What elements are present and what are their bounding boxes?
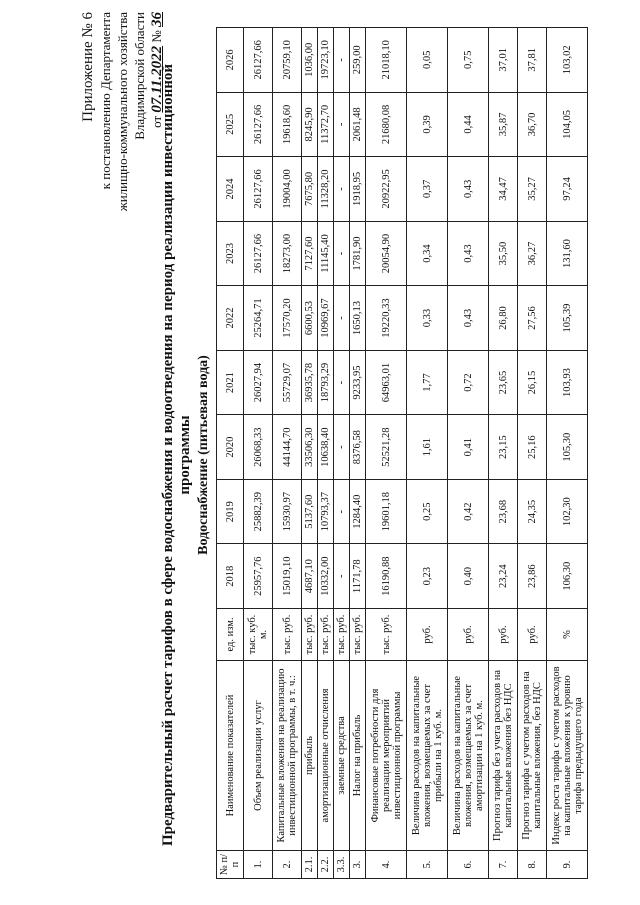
value-cell: 26,15: [518, 350, 547, 415]
table-row: [547, 28, 588, 879]
unit-cell: руб.: [489, 609, 518, 661]
table-row: [518, 28, 547, 879]
column-header: 2020: [217, 415, 244, 480]
value-cell: 0,33: [407, 286, 448, 351]
value-cell: 11328,20: [318, 157, 334, 222]
number-prefix: №: [149, 30, 164, 43]
value-cell: 35,87: [489, 92, 518, 157]
value-cell: -: [334, 28, 350, 93]
table-row: [407, 28, 448, 879]
value-cell: 1918,95: [350, 157, 366, 222]
value-cell: 26127,66: [244, 221, 273, 286]
table-header-row: [217, 28, 244, 879]
value-cell: 15019,10: [273, 544, 302, 609]
value-cell: 37,81: [518, 28, 547, 93]
row-number: 2.1.: [302, 851, 318, 879]
value-cell: 36,27: [518, 221, 547, 286]
indicator-name: амортизационные отчисления: [318, 661, 334, 851]
value-cell: 19004,00: [273, 157, 302, 222]
value-cell: 0,72: [448, 350, 489, 415]
value-cell: 102,30: [547, 479, 588, 544]
table-row: [489, 28, 518, 879]
value-cell: -: [334, 415, 350, 480]
value-cell: 1781,90: [350, 221, 366, 286]
value-cell: 26127,66: [244, 92, 273, 157]
indicator-name: Прогноз тарифа с учетом расходов на капитальные вложения, без НДС: [518, 661, 547, 851]
value-cell: 8376,58: [350, 415, 366, 480]
row-number: 2.: [273, 851, 302, 879]
unit-cell: тыс. куб. м.: [244, 609, 273, 661]
value-cell: 26,80: [489, 286, 518, 351]
row-number: 2.2.: [318, 851, 334, 879]
table-row: [302, 28, 318, 879]
value-cell: 1036,00: [302, 28, 318, 93]
value-cell: 0,37: [407, 157, 448, 222]
value-cell: 25264,71: [244, 286, 273, 351]
value-cell: 35,27: [518, 157, 547, 222]
value-cell: 44144,70: [273, 415, 302, 480]
value-cell: 20759,10: [273, 28, 302, 93]
table-row: [350, 28, 366, 879]
value-cell: 8245,90: [302, 92, 318, 157]
value-cell: 36935,78: [302, 350, 318, 415]
value-cell: 20054,90: [366, 221, 407, 286]
unit-cell: %: [547, 609, 588, 661]
table-body: [244, 28, 588, 879]
value-cell: -: [334, 221, 350, 286]
value-cell: 15930,97: [273, 479, 302, 544]
appendix-block: [80, 12, 166, 211]
value-cell: 10969,67: [318, 286, 334, 351]
column-header: ед. изм.: [217, 609, 244, 661]
column-header: 2024: [217, 157, 244, 222]
unit-cell: тыс. руб.: [350, 609, 366, 661]
value-cell: 1650,13: [350, 286, 366, 351]
row-number: 7.: [489, 851, 518, 879]
value-cell: 35,50: [489, 221, 518, 286]
unit-cell: руб.: [448, 609, 489, 661]
value-cell: 0,43: [448, 286, 489, 351]
unit-cell: тыс. руб.: [318, 609, 334, 661]
value-cell: -: [334, 157, 350, 222]
appendix-number: Приложение № 6: [80, 12, 96, 122]
value-cell: 259,00: [350, 28, 366, 93]
indicator-name: Финансовые потребности для реализации мероприятий инвестиционной программы: [366, 661, 407, 851]
value-cell: 33506,30: [302, 415, 318, 480]
unit-cell: руб.: [407, 609, 448, 661]
appendix-line2: жилищно-коммунального хозяйства: [115, 12, 130, 212]
indicator-name: Объем реализации услуг: [244, 661, 273, 851]
unit-cell: тыс. руб.: [366, 609, 407, 661]
value-cell: 10793,37: [318, 479, 334, 544]
table-row: [318, 28, 334, 879]
table-row: [448, 28, 489, 879]
unit-cell: тыс. руб.: [334, 609, 350, 661]
value-cell: 20922,95: [366, 157, 407, 222]
value-cell: 6600,53: [302, 286, 318, 351]
row-number: 8.: [518, 851, 547, 879]
value-cell: 0,41: [448, 415, 489, 480]
value-cell: 23,86: [518, 544, 547, 609]
indicator-name: Налог на прибыль: [350, 661, 366, 851]
value-cell: 36,70: [518, 92, 547, 157]
value-cell: -: [334, 286, 350, 351]
value-cell: 105,39: [547, 286, 588, 351]
column-header: 2022: [217, 286, 244, 351]
value-cell: 0,43: [448, 157, 489, 222]
value-cell: 26127,66: [244, 28, 273, 93]
column-header: № п/п: [217, 851, 244, 879]
table-row: [334, 28, 350, 879]
value-cell: -: [334, 92, 350, 157]
row-number: 4.: [366, 851, 407, 879]
value-cell: 5137,60: [302, 479, 318, 544]
value-cell: 16190,88: [366, 544, 407, 609]
value-cell: 0,23: [407, 544, 448, 609]
value-cell: 0,42: [448, 479, 489, 544]
row-number: 9.: [547, 851, 588, 879]
value-cell: 55729,07: [273, 350, 302, 415]
tariff-table: [216, 27, 588, 879]
value-cell: -: [334, 544, 350, 609]
value-cell: 24,35: [518, 479, 547, 544]
value-cell: 0,40: [448, 544, 489, 609]
value-cell: 10638,40: [318, 415, 334, 480]
row-number: 3.3.: [334, 851, 350, 879]
indicator-name: прибыль: [302, 661, 318, 851]
unit-cell: тыс. руб.: [273, 609, 302, 661]
value-cell: 0,75: [448, 28, 489, 93]
value-cell: 2061,48: [350, 92, 366, 157]
value-cell: 11372,70: [318, 92, 334, 157]
value-cell: 37,01: [489, 28, 518, 93]
value-cell: 4687,10: [302, 544, 318, 609]
value-cell: 19723,10: [318, 28, 334, 93]
row-number: 6.: [448, 851, 489, 879]
value-cell: 131,60: [547, 221, 588, 286]
appendix-line1: к постановлению Департамента: [98, 12, 113, 190]
value-cell: 7127,60: [302, 221, 318, 286]
value-cell: 0,39: [407, 92, 448, 157]
value-cell: 103,02: [547, 28, 588, 93]
value-cell: 105,30: [547, 415, 588, 480]
value-cell: 23,65: [489, 350, 518, 415]
column-header: 2025: [217, 92, 244, 157]
value-cell: 52521,28: [366, 415, 407, 480]
column-header: 2018: [217, 544, 244, 609]
value-cell: 97,24: [547, 157, 588, 222]
value-cell: 25882,39: [244, 479, 273, 544]
value-cell: 26068,33: [244, 415, 273, 480]
value-cell: 1,77: [407, 350, 448, 415]
indicator-name: Величина расходов на капитальные вложения, возмещаемых за счет амортизации на 1 куб. м.: [448, 661, 489, 851]
handwritten-date: 07.11.2022: [149, 45, 165, 113]
indicator-name: заемные средства: [334, 661, 350, 851]
row-number: 3.: [350, 851, 366, 879]
value-cell: 0,05: [407, 28, 448, 93]
date-prefix: от: [149, 115, 164, 128]
value-cell: 106,30: [547, 544, 588, 609]
value-cell: 26027,94: [244, 350, 273, 415]
column-header: 2023: [217, 221, 244, 286]
value-cell: 23,24: [489, 544, 518, 609]
value-cell: 19220,33: [366, 286, 407, 351]
value-cell: 34,47: [489, 157, 518, 222]
handwritten-number: 36: [149, 12, 165, 27]
value-cell: 0,34: [407, 221, 448, 286]
value-cell: 1,61: [407, 415, 448, 480]
value-cell: 0,44: [448, 92, 489, 157]
table-row: [273, 28, 302, 879]
column-header: 2019: [217, 479, 244, 544]
value-cell: 23,15: [489, 415, 518, 480]
unit-cell: тыс. руб.: [302, 609, 318, 661]
value-cell: 0,25: [407, 479, 448, 544]
indicator-name: Индекс роста тарифа с учетом расходов на капитальные вложения к уровню тарифа предыдущего года: [547, 661, 588, 851]
column-header: 2026: [217, 28, 244, 93]
appendix-line3: Владимирской области: [132, 12, 147, 140]
indicator-name: Величина расходов на капитальные вложения, возмещаемых за счет прибыли на 1 куб. м.: [407, 661, 448, 851]
value-cell: -: [334, 350, 350, 415]
document-title: Предварительный расчет тарифов в сфере водоснабжения и водоотведения на период реализации инвестиционной программы: [160, 64, 193, 847]
value-cell: 25,16: [518, 415, 547, 480]
value-cell: 9233,95: [350, 350, 366, 415]
value-cell: 7675,80: [302, 157, 318, 222]
value-cell: 26127,66: [244, 157, 273, 222]
row-number: 5.: [407, 851, 448, 879]
value-cell: 27,56: [518, 286, 547, 351]
value-cell: 10332,00: [318, 544, 334, 609]
value-cell: 21680,08: [366, 92, 407, 157]
value-cell: 19601,18: [366, 479, 407, 544]
value-cell: 17570,20: [273, 286, 302, 351]
value-cell: 19618,60: [273, 92, 302, 157]
column-header: 2021: [217, 350, 244, 415]
value-cell: 1284,40: [350, 479, 366, 544]
table-row: [244, 28, 273, 879]
value-cell: 11145,40: [318, 221, 334, 286]
document-subtitle: Водоснабжение (питьевая вода): [196, 355, 211, 555]
column-header: Наименование показателей: [217, 661, 244, 851]
value-cell: 21018,10: [366, 28, 407, 93]
value-cell: 1171,78: [350, 544, 366, 609]
table-row: [366, 28, 407, 879]
row-number: 1.: [244, 851, 273, 879]
value-cell: 0,43: [448, 221, 489, 286]
unit-cell: руб.: [518, 609, 547, 661]
value-cell: -: [334, 479, 350, 544]
value-cell: 103,93: [547, 350, 588, 415]
indicator-name: Прогноз тарифа без учета расходов на капитальные вложения без НДС: [489, 661, 518, 851]
indicator-name: Капитальные вложения на реализацию инвестиционной программы, в т. ч.:: [273, 661, 302, 851]
value-cell: 104,05: [547, 92, 588, 157]
value-cell: 25957,76: [244, 544, 273, 609]
value-cell: 23,68: [489, 479, 518, 544]
value-cell: 18793,29: [318, 350, 334, 415]
value-cell: 64963,01: [366, 350, 407, 415]
value-cell: 18273,00: [273, 221, 302, 286]
